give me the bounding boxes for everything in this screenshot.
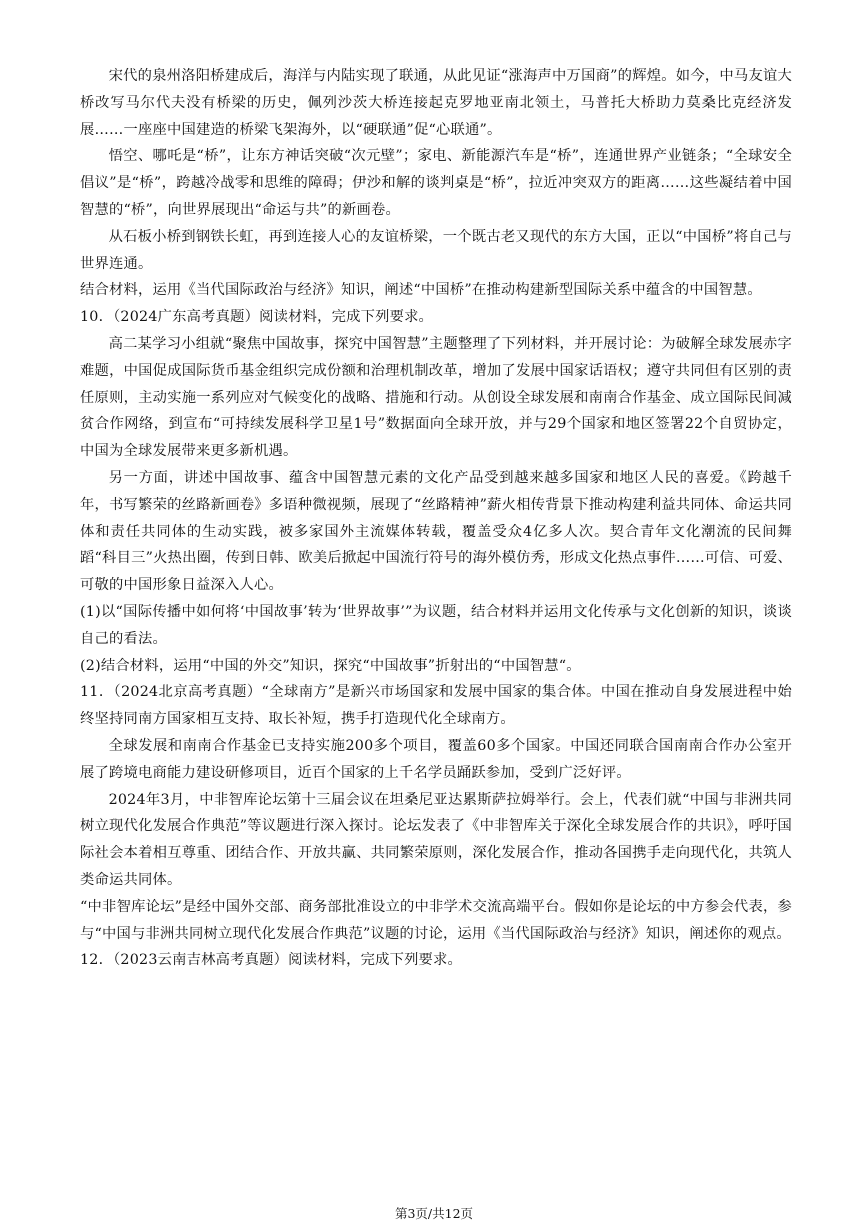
material-paragraph-bridges-history: 宋代的泉州洛阳桥建成后，海洋与内陆实现了联通，从此见证“涨海声中万国商”的辉煌。如今，中马友谊大桥改写马尔代夫没有桥梁的历史，佩列沙茨大桥连接起克罗地亚南北领土，马普托大桥助力莫桑比克经济发展……一座座中国建造的桥梁飞架海外，以“硬联通”促“心联通”。 (80, 68, 792, 138)
question-10-material-2: 另一方面，讲述中国故事、蕴含中国智慧元素的文化产品受到越来越多国家和地区人民的喜爱。《跨越千年，书写繁荣的丝路新画卷》多语种微视频，展现了“丝路精神”薪火相传背景下推动构建利益共同体、命运共同体和责任共同体的生动实践，被多家国外主流媒体转载，覆盖受众4亿多人次。契合青年文化潮流的民间舞蹈“科目三”火热出圈，传到日韩、欧美后掀起中国流行符号的海外模仿秀，形成文化热点事件……可信、可爱、可敬的中国形象日益深入人心。 (80, 469, 792, 594)
question-10-subquestion-1: (1)以“国际传播中如何将‘中国故事’转为‘世界故事’”为议题，结合材料并运用文化传承与文化创新的知识，谈谈自己的看法。 (80, 603, 792, 647)
question-11-material-1: 全球发展和南南合作基金已支持实施200多个项目，覆盖60多个国家。中国还同联合国南南合作办公室开展了跨境电商能力建设研修项目，近百个国家的上千名学员踊跃参加，受到广泛好评。 (80, 737, 792, 781)
question-11-material-2: 2024年3月，中非智库论坛第十三届会议在坦桑尼亚达累斯萨拉姆举行。会上，代表们就“中国与非洲共同树立现代化发展合作典范”等议题进行深入探讨。论坛发表了《中非智库关于深化全球发展合作的共识》，呼吁国际社会本着相互尊重、团结合作、开放共赢、共同繁荣原则，深化发展合作，推动各国携手走向现代化，共筑人类命运共同体。 (80, 791, 792, 888)
material-paragraph-bridges-summary: 从石板小桥到钢铁长虹，再到连接人心的友谊桥梁，一个既古老又现代的东方大国，正以“中国桥”将自己与世界连通。 (80, 228, 792, 272)
question-10-heading: 10．（2024广东高考真题）阅读材料，完成下列要求。 (80, 309, 434, 326)
document-body (80, 63, 792, 974)
question-12-heading: 12．（2023云南吉林高考真题）阅读材料，完成下列要求。 (80, 952, 463, 969)
question-11-prompt: “中非智库论坛”是经中国外交部、商务部批准设立的中非学术交流高端平台。假如你是论坛的中方参会代表，参与“中国与非洲共同树立现代化发展合作典范”议题的讨论，运用《当代国际政治与经济》知识，阐述你的观点。 (80, 898, 792, 942)
question-prompt-china-bridge: 结合材料，运用《当代国际政治与经济》知识，阐述“中国桥”在推动构建新型国际关系中蕴含的中国智慧。 (80, 282, 762, 299)
page-number-footer: 第3页/共12页 (394, 1206, 474, 1221)
question-11-heading: 11．（2024北京高考真题）“全球南方”是新兴市场国家和发展中国家的集合体。中国在推动自身发展进程中始终坚持同南方国家相互支持、取长补短，携手打造现代化全球南方。 (80, 684, 792, 728)
question-10-material-1: 高二某学习小组就“聚焦中国故事，探究中国智慧”主题整理了下列材料，并开展讨论：为破解全球发展赤字难题，中国促成国际货币基金组织完成份额和治理机制改革，增加了发展中国家话语权；遵守共同但有区别的责任原则，主动实施一系列应对气候变化的战略、措施和行动。从创设全球发展和南南合作基金、成立国际民间减贫合作网络，到宣布“可持续发展科学卫星1号”数据面向全球开放，并与29个国家和地区签署22个自贸协定，中国为全球发展带来更多新机遇。 (80, 335, 792, 460)
material-paragraph-bridges-metaphor: 悟空、哪吒是“桥”，让东方神话突破“次元壁”；家电、新能源汽车是“桥”，连通世界产业链条；“全球安全倡议”是“桥”，跨越冷战零和思维的障碍；伊沙和解的谈判桌是“桥”，拉近冲突双方的距离……这些凝结着中国智慧的“桥”，向世界展现出“命运与共”的新画卷。 (80, 148, 792, 218)
question-10-subquestion-2: (2)结合材料，运用“中国的外交”知识，探究“中国故事”折射出的“中国智慧“。 (80, 657, 581, 674)
